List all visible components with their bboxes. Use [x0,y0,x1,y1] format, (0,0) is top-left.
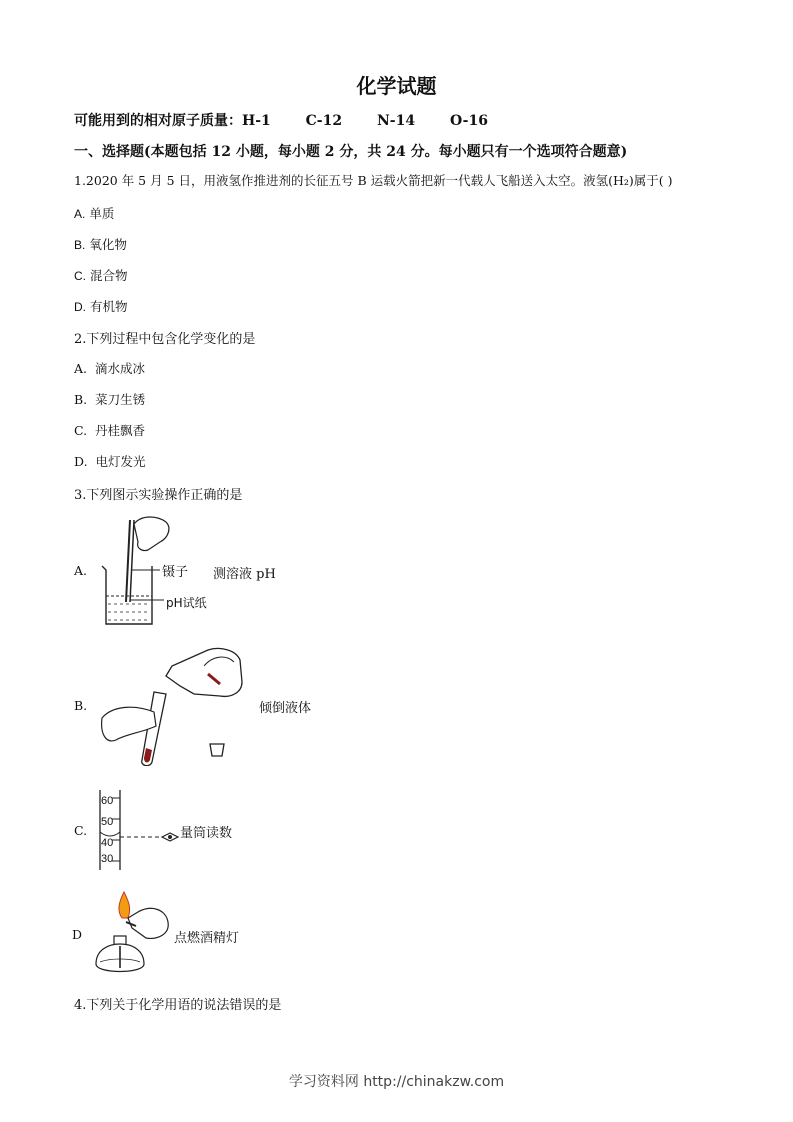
option-text: 有机物 [89,299,128,314]
q2-option-b [74,390,145,408]
q3-option-d-text: 点燃酒精灯 [174,931,240,946]
option-text: 滴水成冰 [94,361,145,376]
atomic-mass-item: O-16 [449,113,488,129]
stopper [210,744,224,756]
page-title: 化学试题 [356,74,437,98]
q2-option-a [74,359,145,377]
atomic-mass-line [74,110,488,130]
atomic-mass-item: C-12 [305,113,343,129]
option-letter: D. [74,454,88,469]
ph-test-figure [96,512,226,630]
q1-option-a [74,204,114,222]
tweezers-label: 镊子 [162,565,189,580]
hand-shape [134,517,169,551]
ph-paper-label: pH试纸 [166,596,207,610]
option-text: 丹桂飘香 [95,423,146,438]
flame-icon [119,892,130,918]
question-2-text: 2.下列过程中包含化学变化的是 [74,332,256,347]
option-letter: A. [74,361,88,376]
atomic-mass-label: 可能用到的相对原子质量： [74,113,242,129]
tweezers-line [126,520,130,602]
q1-option-d [74,297,128,315]
q3-option-c-text: 量筒读数 [180,826,233,841]
bottle-outline [166,648,242,696]
option-text: 电灯发光 [95,454,146,469]
q3-option-a-letter: A. [74,563,88,578]
eye-pupil [168,835,172,839]
section-heading: 一、选择题(本题包括 12 小题，每小题 2 分，共 24 分。每小题只有一个选项符合题意) [74,144,628,160]
option-text: 菜刀生锈 [95,392,146,407]
option-letter: C. [74,269,86,283]
cylinder-scale [101,791,113,854]
option-letter: B. [74,238,86,252]
q2-option-d [74,452,146,470]
option-text: 单质 [89,206,115,221]
tweezers-line [130,520,134,602]
q3-option-c-letter: C. [74,823,88,838]
question-4-text: 4.下列关于化学用语的说法错误的是 [74,998,282,1013]
atomic-mass-item: H-1 [242,113,271,129]
q2-option-c [74,421,145,439]
q3-option-a-text: 测溶液 pH [213,567,276,582]
option-text: 混合物 [89,268,128,283]
scale-label: 50 [101,816,114,828]
q1-option-b [74,235,127,253]
alcohol-lamp-figure [92,888,176,980]
q1-option-c [74,266,128,284]
scale-label: 40 [101,837,114,849]
question-1-text: 1.2020 年 5 月 5 日，用液氢作推进剂的长征五号 B 运载火箭把新一代载人飞船送入太空。液氢(H₂)属于( ) [74,173,673,188]
footer-watermark[interactable]: 学习资料网 http://chinakzw.com [288,1074,505,1090]
option-letter: D. [74,300,86,314]
q3-option-b-text: 倾倒液体 [259,701,312,716]
option-text: 氧化物 [89,237,127,252]
question-3-text: 3.下列图示实验操作正确的是 [74,488,243,503]
option-letter: A. [74,207,86,221]
scale-label: 30 [101,853,114,865]
pour-liquid-figure [96,636,256,766]
scale-label: 60 [101,795,114,807]
q3-option-d-letter: D [72,927,83,942]
option-letter: C. [74,423,88,438]
option-letter: B. [74,392,88,407]
atomic-mass-item: N-14 [376,113,416,129]
tilted-lamp [128,908,168,938]
q3-option-b-letter: B. [74,698,88,713]
